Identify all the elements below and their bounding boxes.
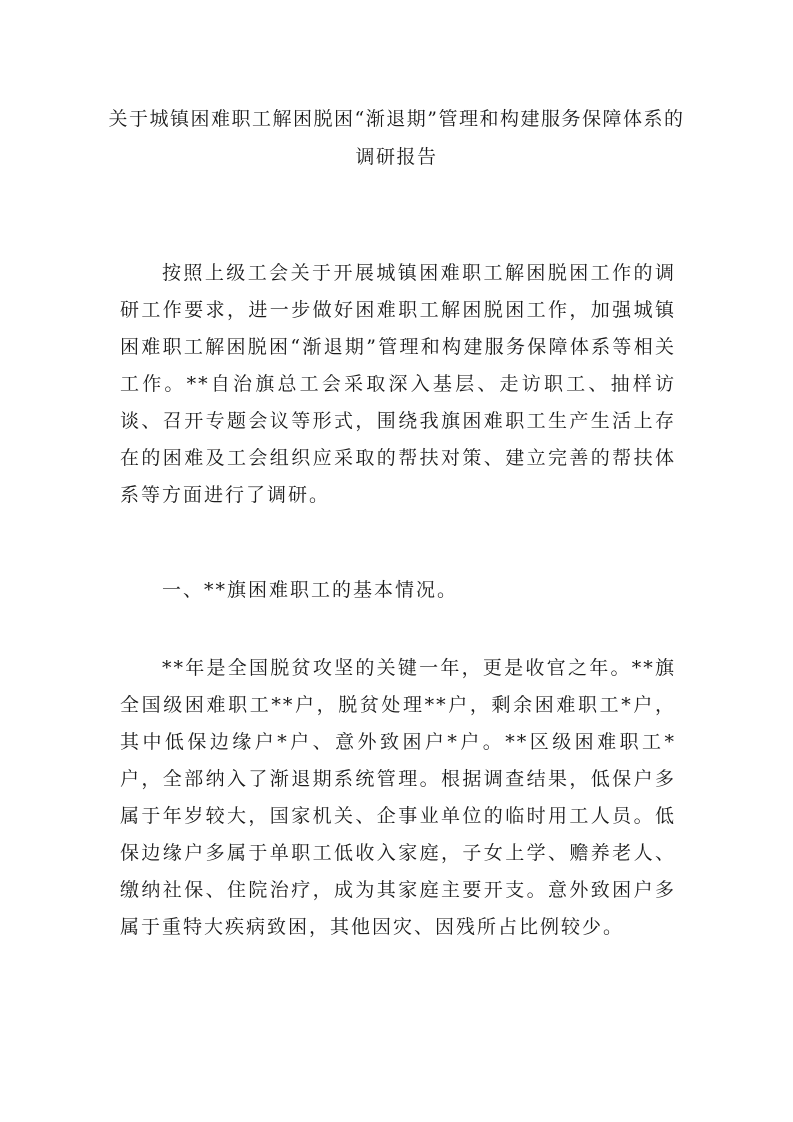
document-title: 关于城镇困难职工解困脱困“渐退期”管理和构建服务保障体系的调研报告 (108, 108, 685, 168)
intro-paragraph: 按照上级工会关于开展城镇困难职工解困脱困工作的调研工作要求，进一步做好困难职工解困脱困工作，加强城镇困难职工解困脱困“渐退期”管理和构建服务保障体系等相关工作。**自治旗总工会采取深入基层、走访职工、抽样访谈、召开专题会议等形式，围绕我旗困难职工生产生活上存在的困难及工会组织应采取的帮扶对策、建立完善的帮扶体系等方面进行了调研。 (120, 262, 676, 506)
body-paragraph: **年是全国脱贫攻坚的关键一年，更是收官之年。**旗全国级困难职工**户，脱贫处理**户，剩余困难职工*户，其中低保边缘户*户、意外致困户*户。**区级困难职工*户，全部纳入了渐退期系统管理。根据调查结果，低保户多属于年岁较大，国家机关、企事业单位的临时用工人员。低保边缘户多属于单职工低收入家庭，子女上学、赡养老人、缴纳社保、住院治疗，成为其家庭主要开支。意外致困户多属于重特大疾病致困，其他因灾、因残所占比例较少。 (120, 657, 676, 938)
section-heading: 一、**旗困难职工的基本情况。 (162, 579, 459, 601)
